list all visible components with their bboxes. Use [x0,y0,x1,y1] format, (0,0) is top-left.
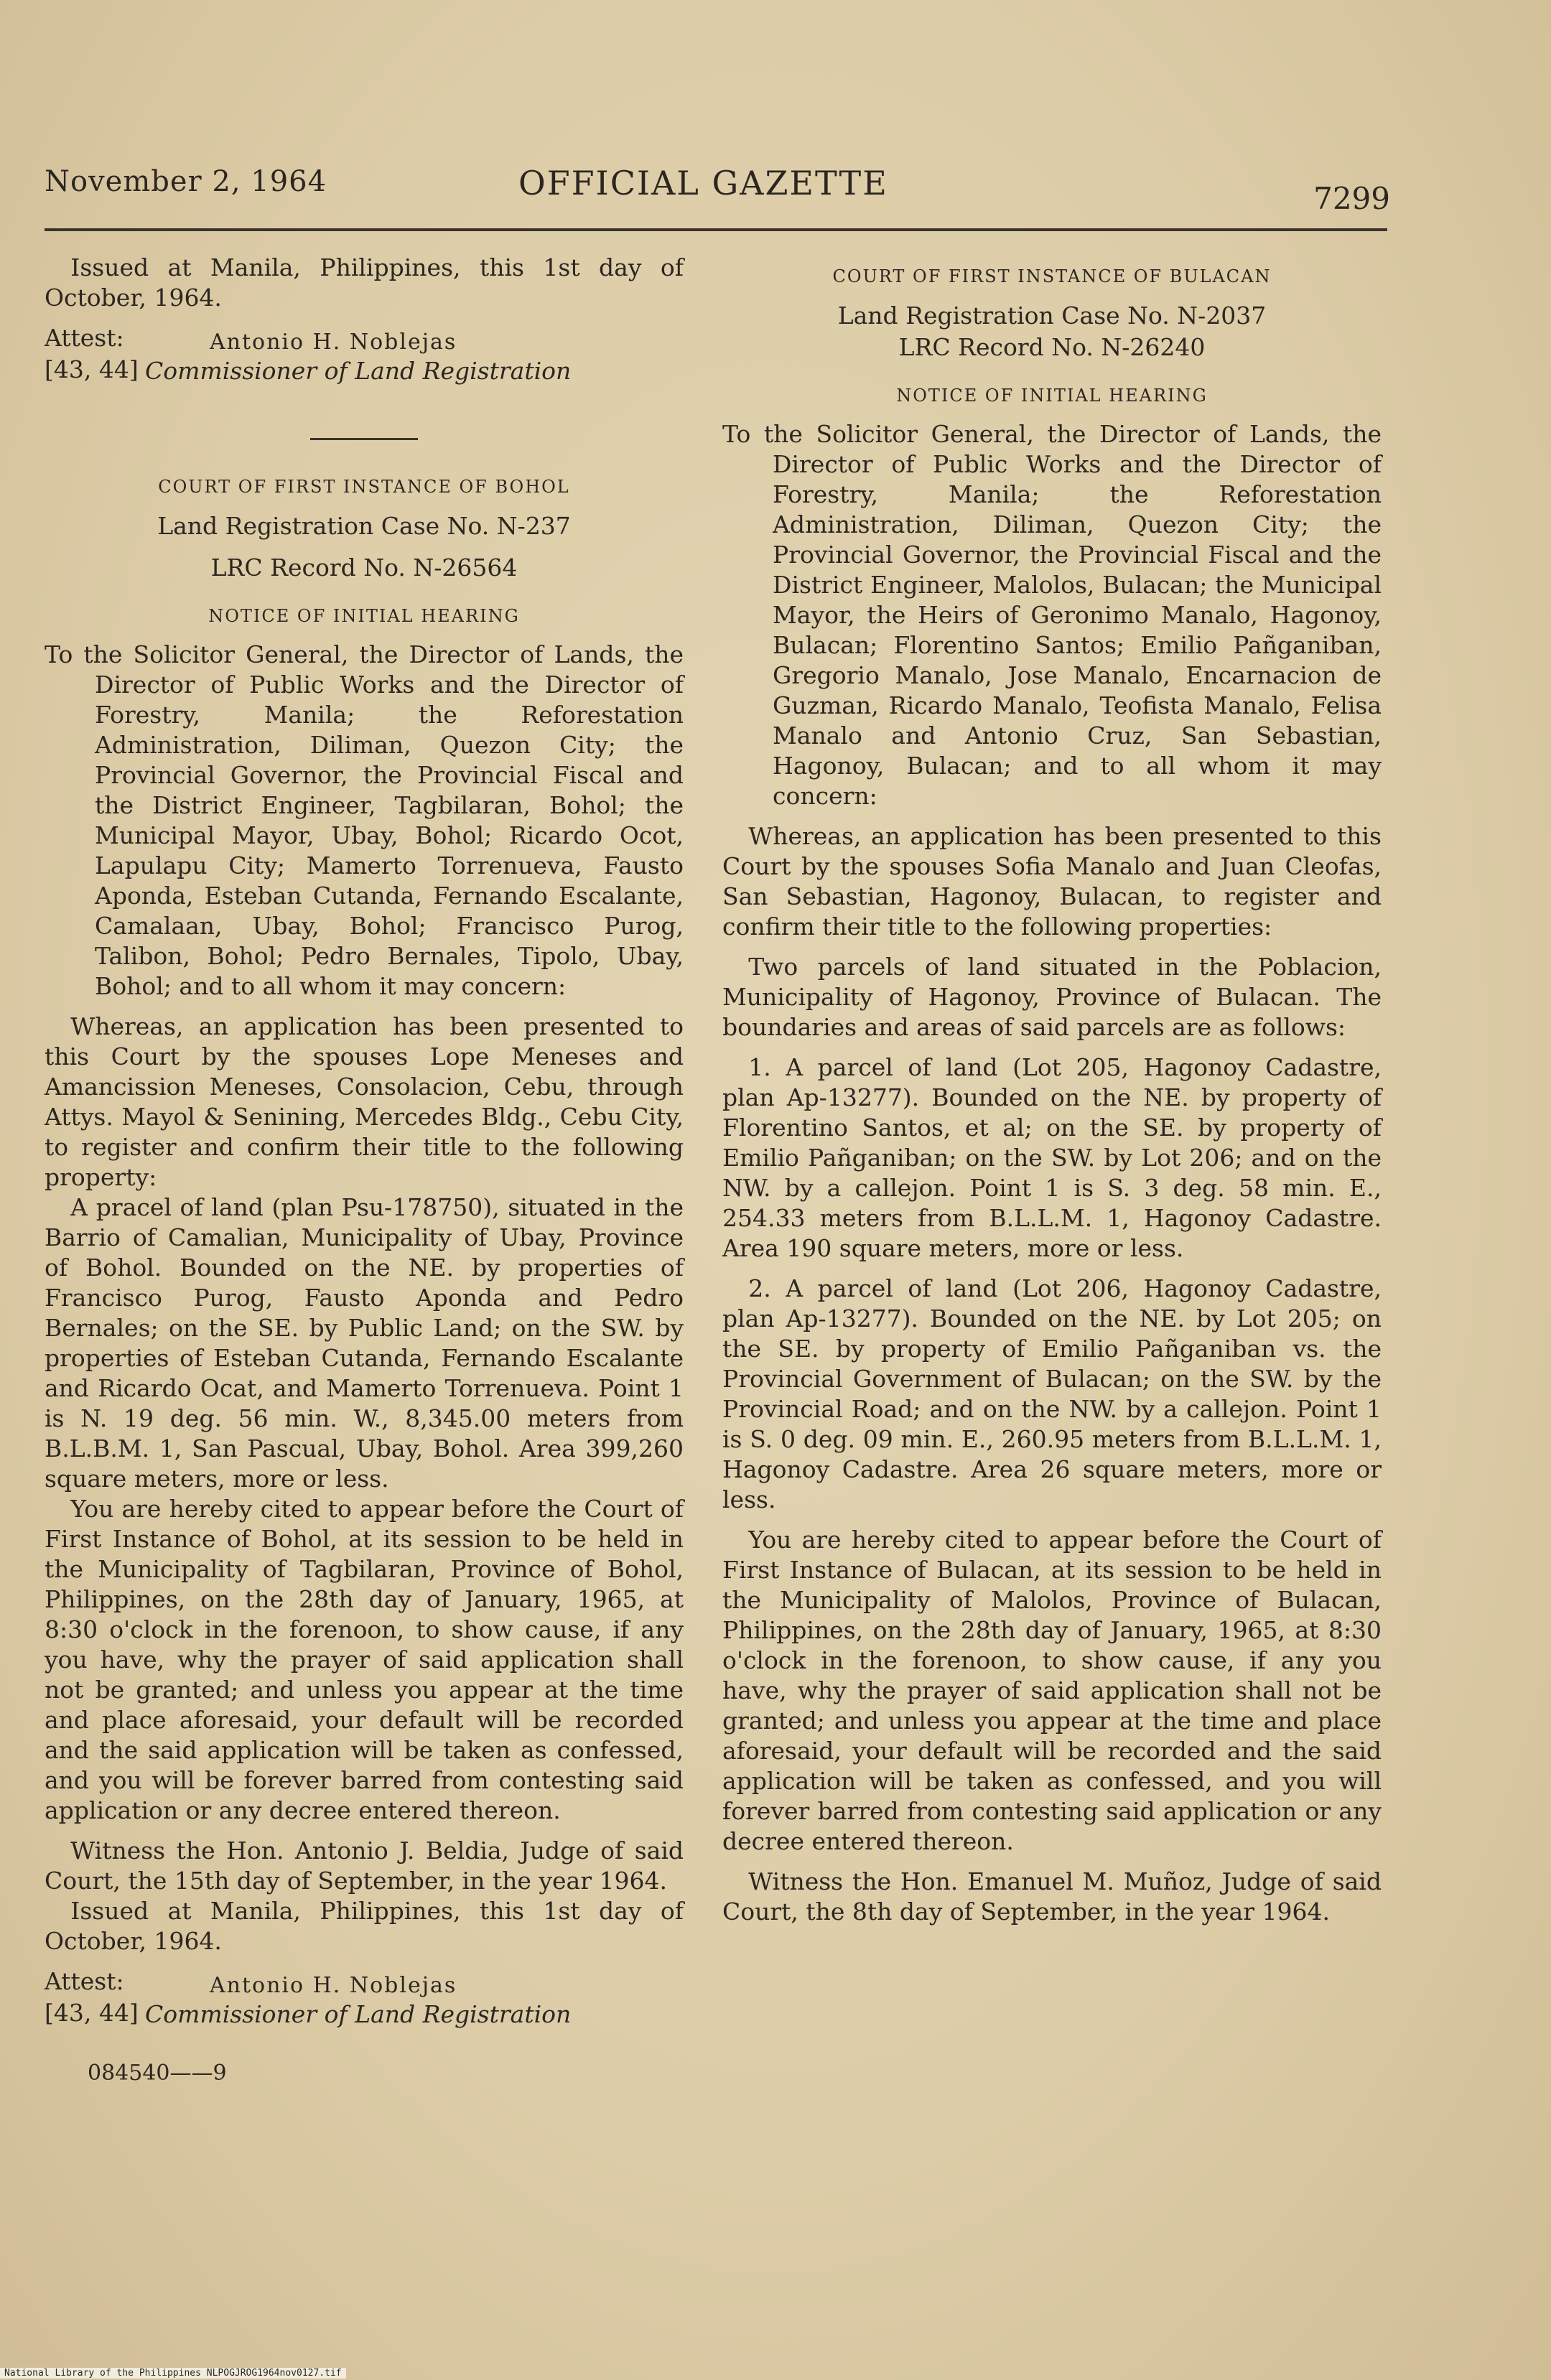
left-column [45,253,684,2089]
notice-heading: NOTICE OF INITIAL HEARING [208,606,520,626]
parcel-description: A pracel of land (plan Psu-178750), situated in the Barrio of Camalian, Municipality of Ubay, Province of Bohol. Bounded on the NE. by properties of Francisco Purog, Fausto Aponda and Pedro Bernales; on the SE. by Public Land; on the SW. by properties of Esteban Cutanda, Fernando Escalante and Ricardo Ocat, and Mamerto Torrenueva. Point 1 is N. 19 deg. 56 min. W., 8,345.00 meters from B.L.B.M. 1, San Pascual, Ubay, Bohol. Area 399,260 square meters, more or less. [45,1193,684,1493]
witness-paragraph: Witness the Hon. Antonio J. Beldia, Judge of said Court, the 15th day of September, in the year 1964. [45,1837,684,1895]
case-number: Land Registration Case No. N-2037 [837,302,1267,330]
header-rule [45,228,1387,231]
whereas-paragraph: Whereas, an application has been presented to this Court by the spouses Lope Meneses and Amancission Meneses, Consolacion, Cebu, through Attys. Mayol & Senining, Mercedes Bldg., Cebu City, to register and confirm their title to the following property: [45,1012,684,1191]
page-number: 7299 [1313,181,1390,216]
court-heading: COURT OF FIRST INSTANCE OF BULACAN [832,266,1272,286]
parcel-2-description: 2. A parcel of land (Lot 206, Hagonoy Cadastre, plan Ap-13277). Bounded on the NE. by Lot 205; on the SE. by property of Emilio Pañganiban vs. the Provincial Government of Bulacan; on the SW. by the Provincial Road; and on the NW. by a callejon. Point 1 is S. 0 deg. 09 min. E., 260.95 meters from B.L.L.M. 1, Hagonoy Cadastre. Area 26 square meters, more or less. [722,1274,1382,1513]
source-footer: National Library of the Philippines NLPOGJROG1964nov0127.tif [0,2368,346,2379]
page-header [45,159,1390,224]
citation-paragraph: You are hereby cited to appear before the Court of First Instance of Bohol, at its session to be held in the Municipality of Tagbilaran, Province of Bohol, Philippines, on the 28th day of January, 1965, at 8:30 o'clock in the forenoon, to show cause, if any you have, why the prayer of said application shall not be granted; and unless you appear at the time and place aforesaid, your default will be recorded and the said application will be taken as confessed, and you will be forever barred from contesting said application or any decree entered thereon. [45,1495,684,1824]
prev-commissioner-role: Commissioner of Land Registration [145,357,572,385]
record-number: LRC Record No. N-26240 [898,333,1206,361]
right-column [722,253,1382,1927]
addressees: To the Solicitor General, the Director of Lands, the Director of Public Works and the Director of Forestry, Manila; the Reforestation Administration, Diliman, Quezon City; the Provincial Governor, the Provincial Fiscal and the District Engineer, Tagbilaran, Bohol; the Municipal Mayor, Ubay, Bohol; Ricardo Ocot, Lapulapu City; Mamerto Torrenueva, Fausto Aponda, Esteban Cutanda, Fernando Escalante, Camalaan, Ubay, Bohol; Francisco Purog, Talibon, Bohol; Pedro Bernales, Tipolo, Ubay, Bohol; and to all whom it may concern: [45,640,684,1000]
commissioner-name: Antonio H. Noblejas [210,1973,457,1998]
whereas-paragraph: Whereas, an application has been presented to this Court by the spouses Sofia Manalo and Juan Cleofas, San Sebastian, Hagonoy, Bulacan, to register and confirm their title to the following properties: [722,822,1382,941]
notice-heading: NOTICE OF INITIAL HEARING [896,386,1208,406]
addressees: To the Solicitor General, the Director of Lands, the Director of Public Works and the Director of Forestry, Manila; the Reforestation Administration, Diliman, Quezon City; the Provincial Governor, the Provincial Fiscal and the District Engineer, Malolos, Bulacan; the Municipal Mayor, the Heirs of Geronimo Manalo, Hagonoy, Bulacan; Florentino Santos; Emilio Pañganiban, Gregorio Manalo, Jose Manalo, Encarnacion de Guzman, Ricardo Manalo, Teofista Manalo, Felisa Manalo and Antonio Cruz, San Sebastian, Hagonoy, Bulacan; and to all whom it may concern: [722,420,1382,810]
record-number: LRC Record No. N-26564 [210,554,518,582]
section-divider [310,438,418,440]
prev-attest-label: Attest: [45,324,124,352]
prev-attestation [45,323,684,409]
case-number: Land Registration Case No. N-237 [157,512,571,540]
attestation [45,1966,684,2053]
court-heading: COURT OF FIRST INSTANCE OF BOHOL [158,477,570,497]
citation-paragraph: You are hereby cited to appear before the Court of First Instance of Bulacan, at its session to be held in the Municipality of Malolos, Province of Bulacan, Philippines, on the 28th day of January, 1965, at 8:30 o'clock in the forenoon, to show cause, if any you have, why the prayer of said application shall not be granted; and unless you appear at the time and place aforesaid, your default will be recorded and the said application will be taken as confessed, and you will forever barred from contesting said application or any decree entered thereon. [722,1526,1382,1855]
serial-number: 084540——9 [88,2061,227,2086]
parcel-1-description: 1. A parcel of land (Lot 205, Hagonoy Cadastre, plan Ap-13277). Bounded on the NE. by property of Florentino Santos, et al; on the SE. by property of Emilio Pañganiban; on the SW. by Lot 206; and on the NW. by a callejon. Point 1 is S. 3 deg. 58 min. E., 254.33 meters from B.L.L.M. 1, Hagonoy Cadastre. Area 190 square meters, more or less. [722,1053,1382,1262]
prev-ref: [43, 44] [45,355,139,383]
witness-paragraph: Witness the Hon. Emanuel M. Muñoz, Judge of said Court, the 8th day of September, in the year 1964. [722,1867,1382,1926]
issue-date: November 2, 1964 [45,165,327,198]
publication-title: OFFICIAL GAZETTE [518,164,888,202]
prev-issued: Issued at Manila, Philippines, this 1st day of October, 1964. [45,253,684,312]
prev-commissioner-name: Antonio H. Noblejas [210,330,457,355]
two-parcels-paragraph: Two parcels of land situated in the Poblacion, Municipality of Hagonoy, Province of Bulacan. The boundaries and areas of said parcels are as follows: [722,953,1382,1041]
attest-ref: [43, 44] [45,1999,139,2027]
issued-paragraph: Issued at Manila, Philippines, this 1st day of October, 1964. [45,1897,684,1955]
attest-label: Attest: [45,1967,124,1995]
commissioner-role: Commissioner of Land Registration [145,2000,572,2028]
